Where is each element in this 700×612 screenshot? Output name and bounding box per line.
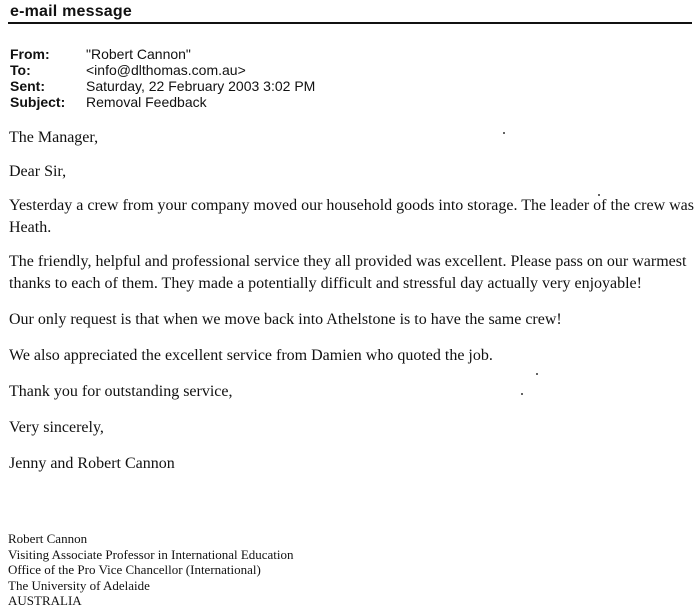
body-paragraph: We also appreciated the excellent service from Damien who quoted the job. (9, 347, 493, 364)
scan-speck (536, 373, 538, 375)
header-row-to (10, 62, 315, 78)
body-paragraph: The friendly, helpful and professional service they all provided was excellent. Please pass on our warmest thanks to each of them. They made a potentially difficult and stressful day actually very enjoyable! (9, 253, 687, 292)
scan-speck (503, 132, 505, 134)
body-paragraph: Yesterday a crew from your company moved our household goods into storage. The leader of the crew was Heath. (9, 197, 694, 236)
header-row-sent (10, 78, 315, 94)
greeting: Dear Sir, (9, 163, 67, 180)
scan-speck (598, 194, 600, 196)
signature-line: Office of the Pro Vice Chancellor (International) (8, 562, 261, 578)
header-label-to: To: (10, 62, 31, 78)
document-title: e-mail message (10, 3, 132, 20)
closing: Very sincerely, (9, 419, 104, 436)
body-paragraph: Thank you for outstanding service, (9, 383, 233, 400)
salutation-recipient: The Manager, (9, 129, 99, 146)
scan-speck (521, 393, 523, 395)
email-headers (10, 46, 315, 110)
signature-line: AUSTRALIA (8, 593, 82, 609)
signoff-names: Jenny and Robert Cannon (9, 455, 175, 472)
email-body (9, 127, 697, 475)
body-paragraph: Our only request is that when we move back into Athelstone is to have the same crew! (9, 311, 562, 328)
header-value-subject: Removal Feedback (86, 94, 207, 110)
signature-line: Robert Cannon (8, 531, 88, 546)
signature-line: The University of Adelaide (8, 577, 150, 593)
header-row-from (10, 46, 315, 62)
signature-line: Visiting Associate Professor in International Education (8, 546, 294, 562)
header-label-subject: Subject: (10, 94, 66, 110)
header-row-subject (10, 94, 315, 110)
signature-block (8, 531, 294, 609)
title-divider (8, 22, 692, 24)
header-label-from: From: (10, 46, 50, 62)
header-value-to: <info@dlthomas.com.au> (86, 62, 246, 78)
header-value-sent: Saturday, 22 February 2003 3:02 PM (86, 78, 316, 94)
header-value-from: "Robert Cannon" (86, 46, 191, 62)
header-label-sent: Sent: (10, 78, 45, 94)
